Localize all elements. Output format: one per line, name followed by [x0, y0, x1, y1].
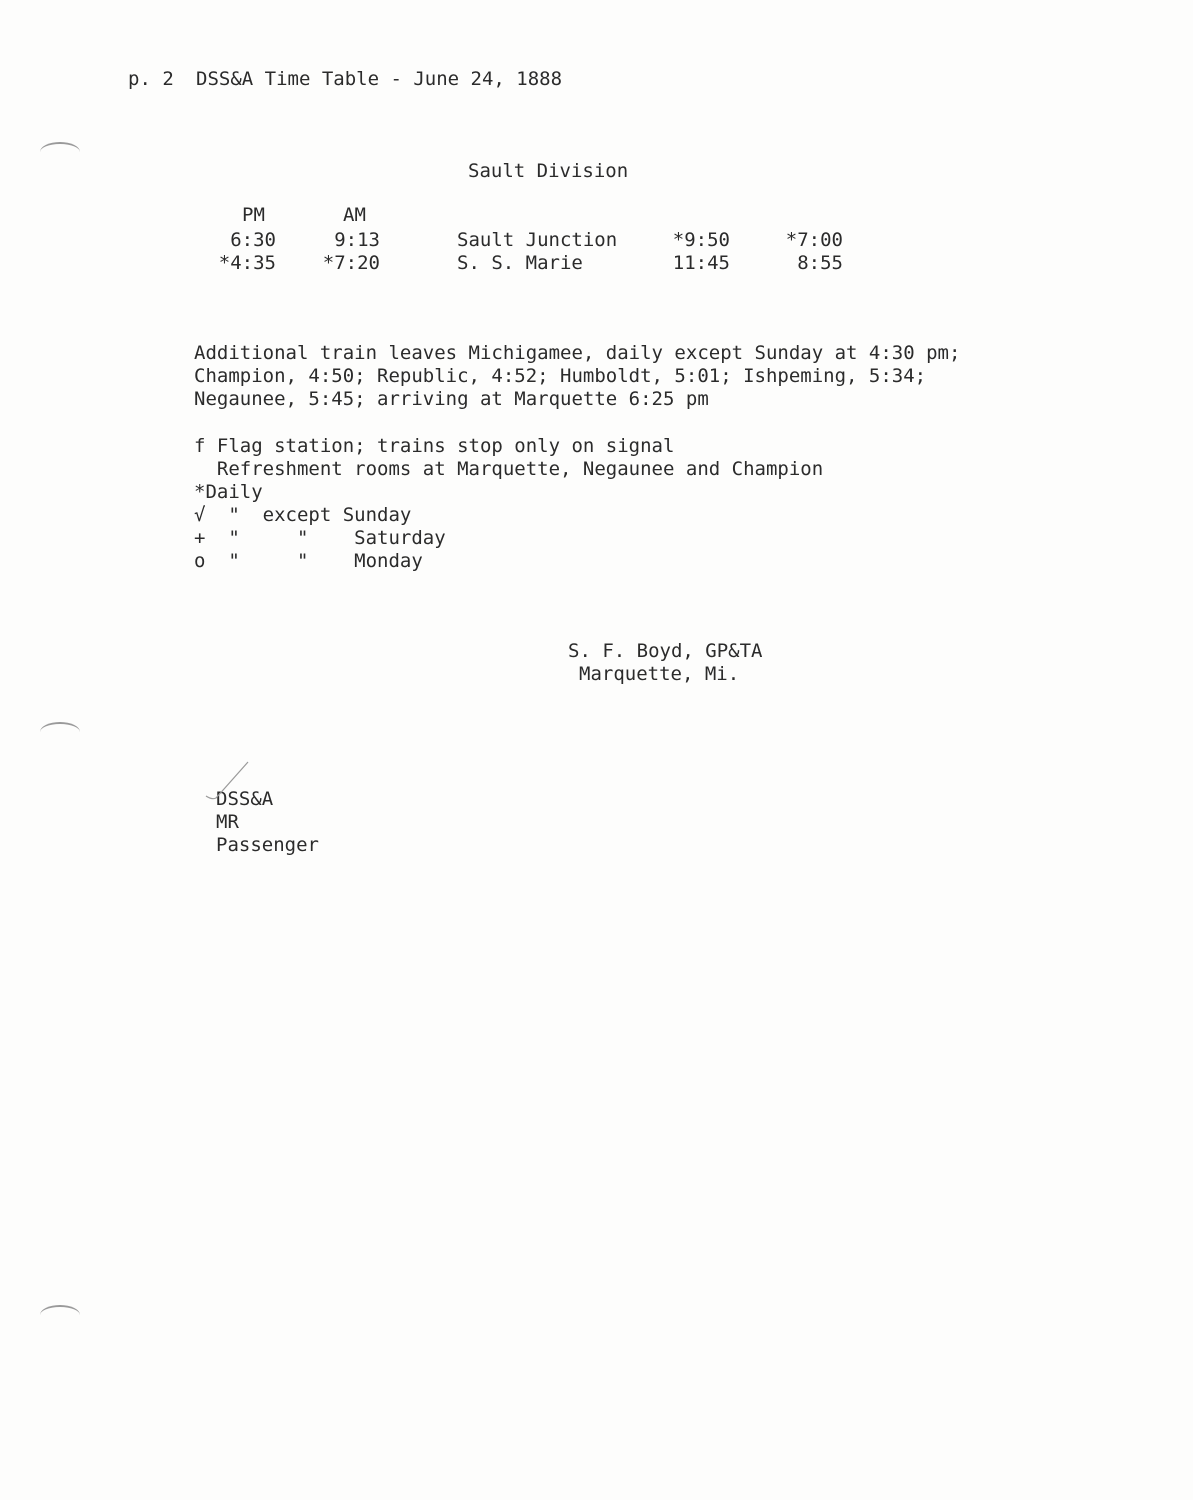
pencil-check-mark — [204, 760, 254, 805]
filing-line: DSS&A — [216, 788, 274, 810]
time-pm: *4:35 — [218, 252, 276, 274]
filing-line: Passenger — [216, 834, 319, 856]
time-return-2: 8:55 — [797, 252, 843, 274]
signature-name: S. F. Boyd, GP&TA — [568, 640, 763, 662]
binder-hole-mark — [40, 142, 80, 162]
flag-station-note: f Flag station; trains stop only on signal — [194, 435, 675, 457]
except-sunday-note: √ " except Sunday — [194, 504, 412, 526]
text-line: Champion, 4:50; Republic, 4:52; Humboldt, 5:01; Ishpeming, 5:34; — [194, 365, 927, 387]
text-line: Additional train leaves Michigamee, daily except Sunday at 4:30 pm; — [194, 342, 961, 364]
refreshment-note: Refreshment rooms at Marquette, Negaunee and Champion — [194, 458, 824, 480]
saturday-note: + " " Saturday — [194, 527, 446, 549]
time-am: *7:20 — [322, 252, 380, 274]
page-number: p. 2 — [128, 68, 174, 90]
column-header-pm: PM — [242, 204, 265, 226]
division-heading: Sault Division — [468, 160, 629, 182]
binder-hole-mark — [40, 722, 80, 742]
document-title: DSS&A Time Table - June 24, 1888 — [196, 68, 563, 90]
time-return-1: *9:50 — [672, 229, 730, 251]
time-return-1: 11:45 — [672, 252, 730, 274]
signature-location: Marquette, Mi. — [579, 663, 740, 685]
text-line: Negaunee, 5:45; arriving at Marquette 6:25 pm — [194, 388, 709, 410]
time-pm: 6:30 — [230, 229, 276, 251]
time-am: 9:13 — [334, 229, 380, 251]
binder-hole-mark — [40, 1305, 80, 1325]
station-name: S. S. Marie — [457, 252, 583, 274]
daily-note: *Daily — [194, 481, 263, 503]
filing-line: MR — [216, 811, 239, 833]
monday-note: o " " Monday — [194, 550, 423, 572]
station-name: Sault Junction — [457, 229, 618, 251]
time-return-2: *7:00 — [785, 229, 843, 251]
column-header-am: AM — [343, 204, 366, 226]
